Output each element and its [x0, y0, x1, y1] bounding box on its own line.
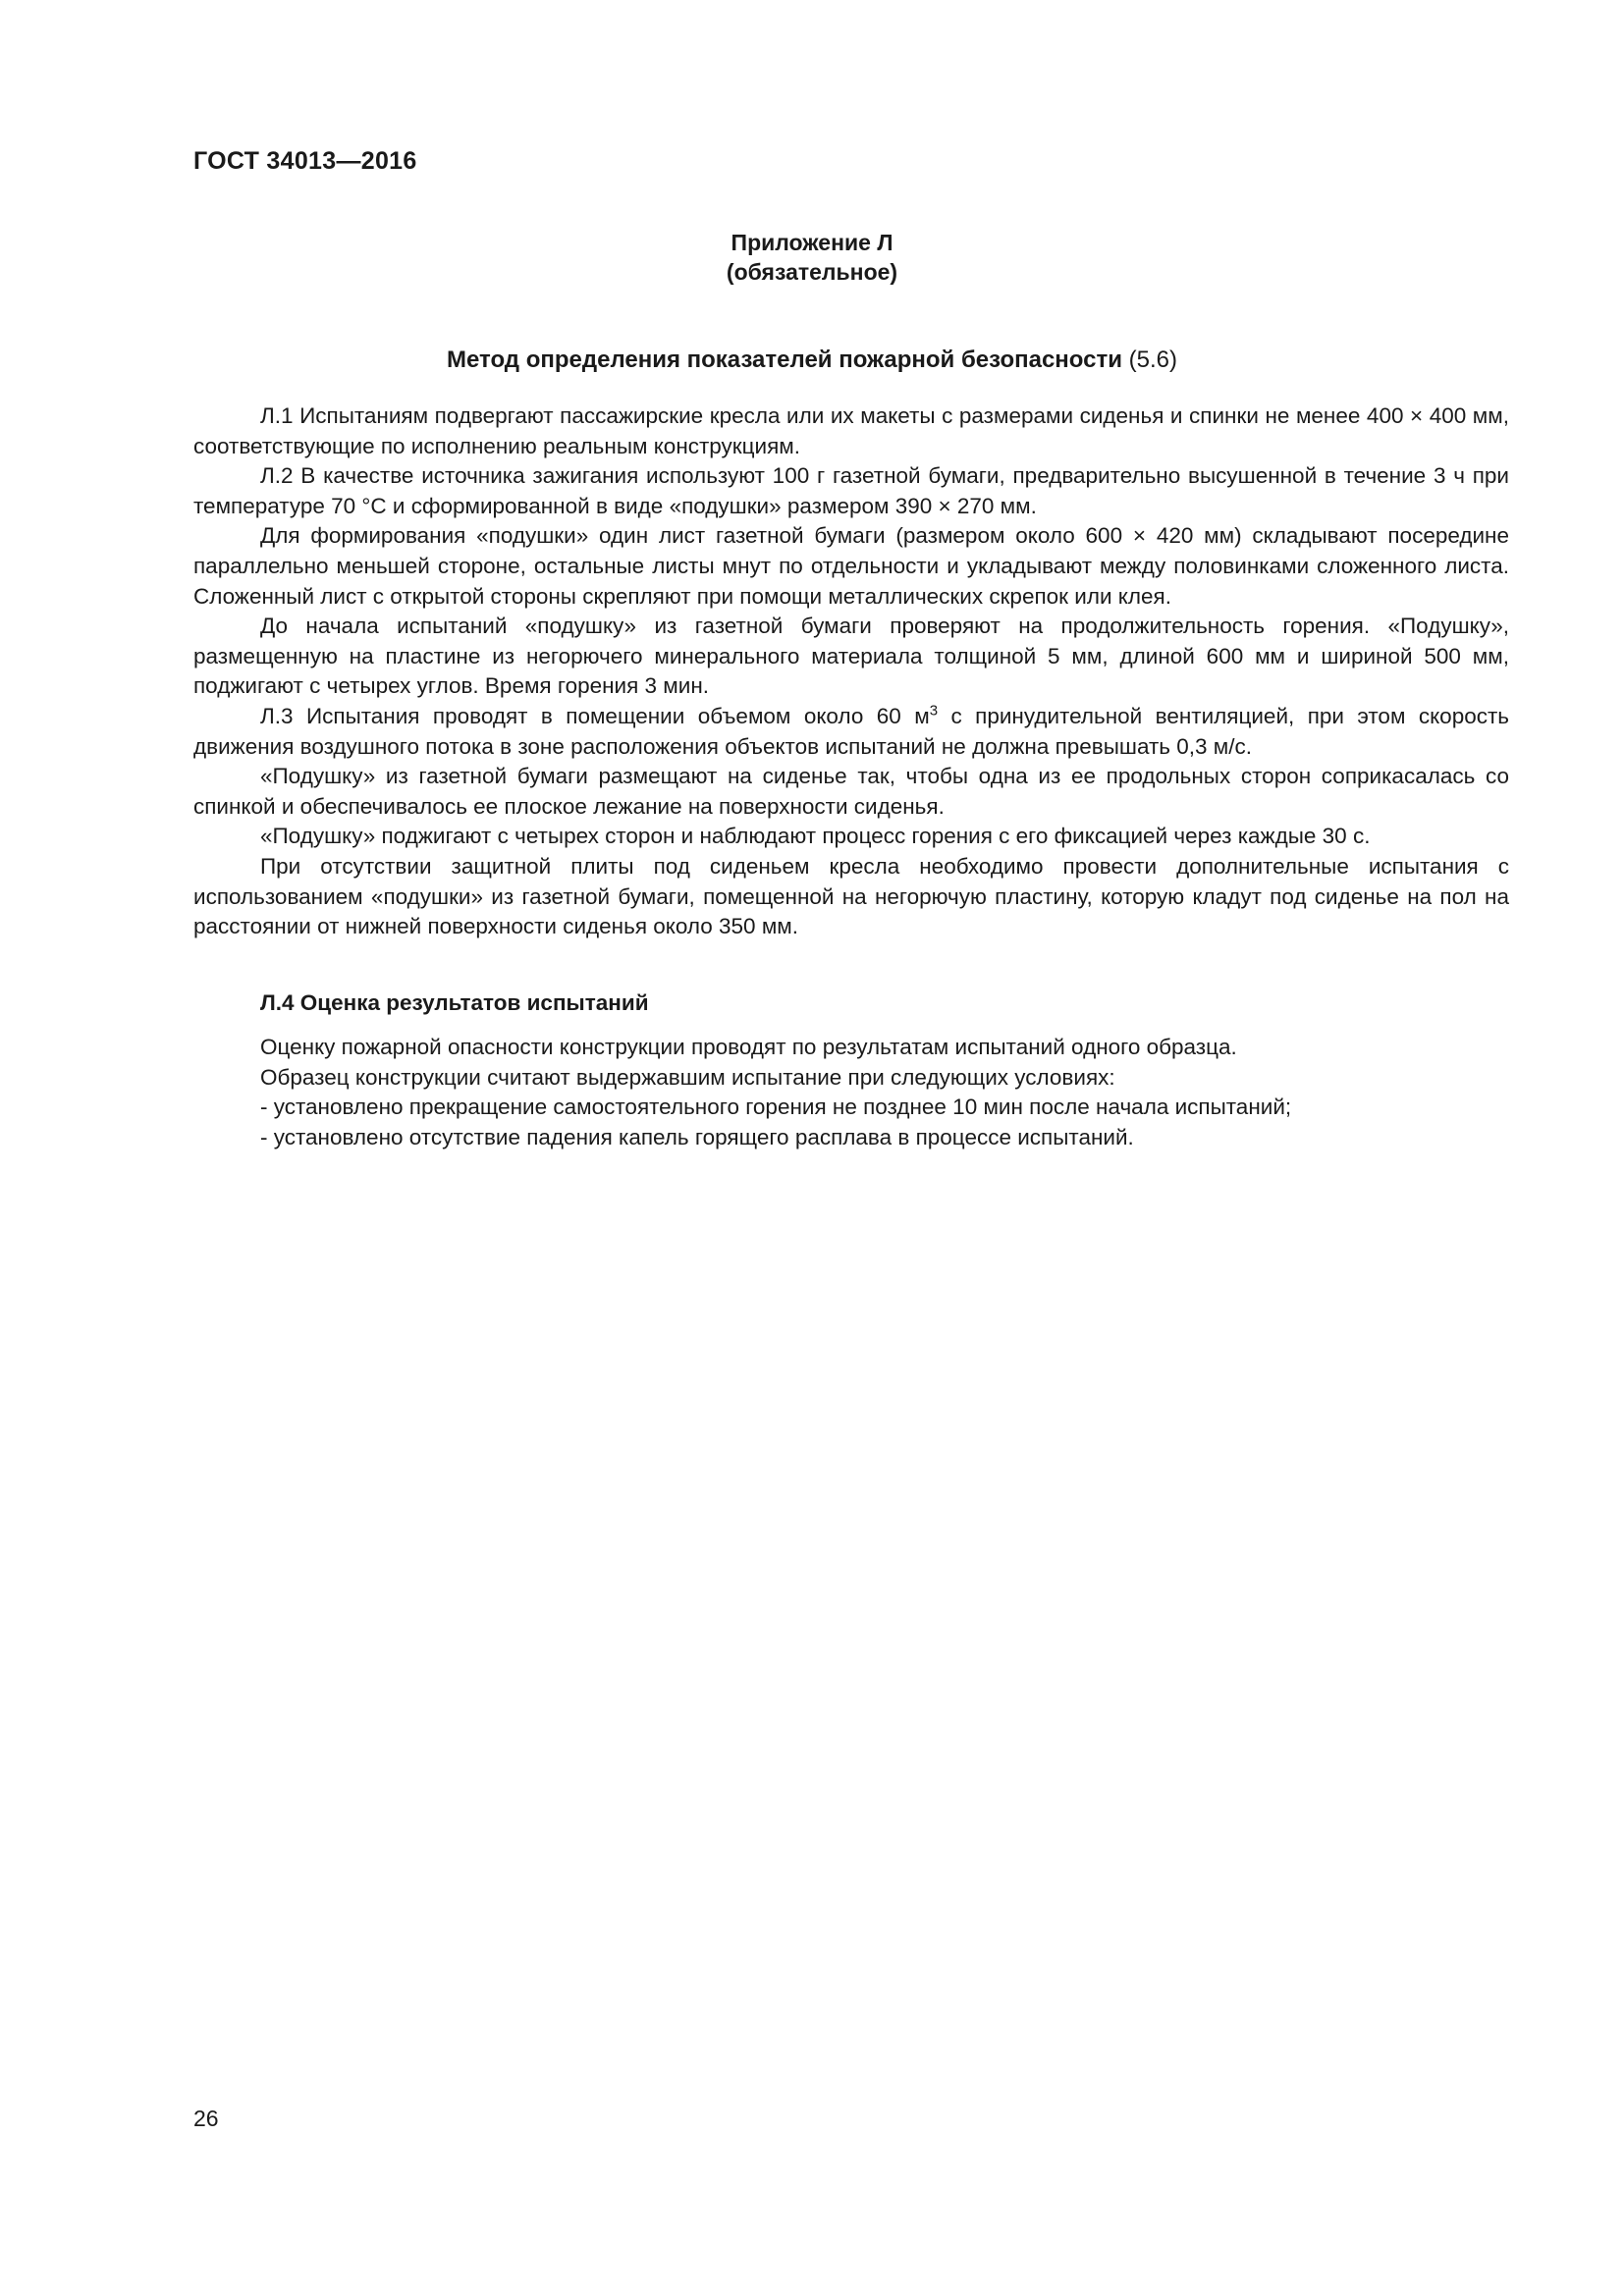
document-code: ГОСТ 34013—2016 [193, 147, 417, 175]
paragraph-l3-start: Л.3 Испытания проводят в помещении объемом около 60 м [260, 703, 930, 728]
paragraph-pillow-forming: Для формирования «подушки» один лист газетной бумаги (размером около 600 × 420 мм) складывают посередине параллельно меньшей стороне, остальные листы мнут по отдельности и укладывают между половинками сложенного листа. Сложенный лист с открытой стороны скрепляют при помощи металлических скрепок или клея. [193, 523, 1509, 609]
evaluation-condition: - установлено прекращение самостоятельного горения не позднее 10 мин после начала испытаний; [260, 1095, 1292, 1120]
section-title-text: Метод определения показателей пожарной безопасности [446, 347, 1122, 373]
evaluation-line: Образец конструкции считают выдержавшим испытание при следующих условиях: [260, 1064, 1115, 1090]
annex-title: Приложение Л [731, 230, 893, 255]
paragraph-ignition: «Подушку» поджигают с четырех сторон и наблюдают процесс горения с его фиксацией через каждые 30 с. [260, 824, 1371, 849]
method-body [193, 401, 1509, 942]
evaluation-heading: Л.4 Оценка результатов испытаний [260, 990, 649, 1015]
annex-heading [0, 228, 1624, 287]
paragraph-l1: Л.1 Испытаниям подвергают пассажирские кресла или их макеты с размерами сиденья и спинки не менее 400 × 400 мм, соответствующие по исполнению реальным конструкциям. [193, 403, 1509, 458]
paragraph-additional-tests: При отсутствии защитной плиты под сиденьем кресла необходимо провести дополнительные испытания с использованием «подушки» из газетной бумаги, помещенной на негорючую пластину, которую кладут под сиденье на пол на расстоянии от нижней поверхности сиденья около 350 мм. [193, 853, 1509, 939]
paragraph-l2: Л.2 В качестве источника зажигания используют 100 г газетной бумаги, предварительно высушенной в течение 3 ч при температуре 70 °С и сформированной в виде «подушки» размером 390 × 270 мм. [193, 463, 1509, 518]
superscript-cubic: 3 [929, 702, 939, 720]
paragraph-burn-check: До начала испытаний «подушку» из газетной бумаги проверяют на продолжительность горения. «Подушку», размещенную на пластине из негорючего минерального материала толщиной 5 мм, длиной 600 мм и шириной 500 мм, поджигают с четырех углов. Время горения 3 мин. [193, 614, 1509, 699]
evaluation-body [260, 1033, 1509, 1152]
paragraph-l3 [193, 702, 1509, 762]
evaluation-line: Оценку пожарной опасности конструкции проводят по результатам испытаний одного образца. [260, 1035, 1237, 1059]
paragraph-l3-end: с принудительной вентиляцией, при этом скорость движения воздушного потока в зоне расположения объектов испытаний не должна превышать 0,3 м/с. [193, 703, 1510, 759]
section-title-ref: (5.6) [1122, 347, 1178, 373]
evaluation-condition: - установлено отсутствие падения капель горящего расплава в процессе испытаний. [260, 1124, 1134, 1149]
section-title [0, 347, 1624, 374]
annex-status: (обязательное) [726, 259, 898, 285]
page-number: 26 [193, 2106, 219, 2131]
paragraph-pillow-placement: «Подушку» из газетной бумаги размещают на сиденье так, чтобы одна из ее продольных сторон соприкасалась со спинкой и обеспечивалось ее плоское лежание на поверхности сиденья. [193, 764, 1509, 819]
